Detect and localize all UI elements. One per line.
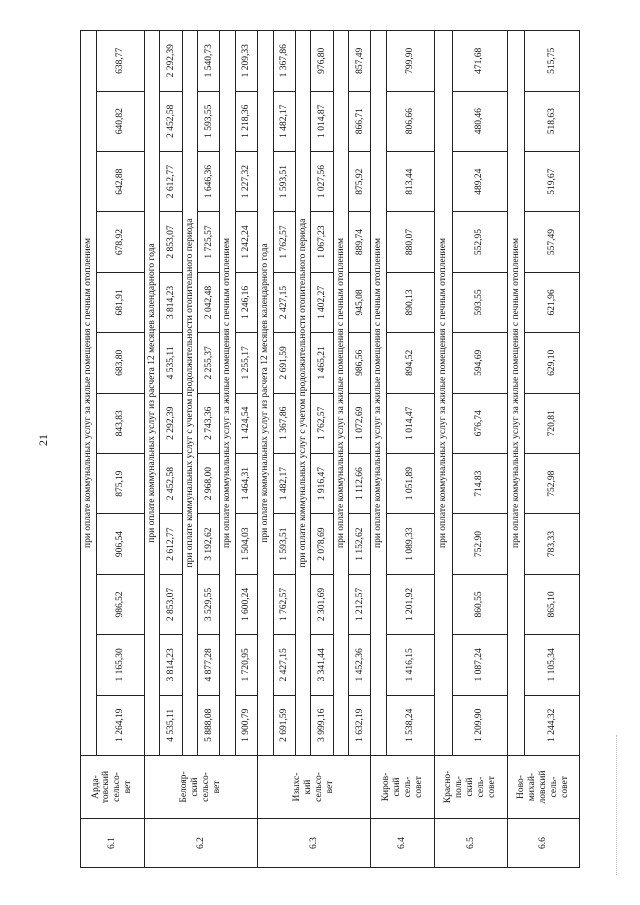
value-cell: 2 427,15 <box>273 272 295 332</box>
section-header: при оплате коммунальных услуг из расчета 12 месяцев календарного года <box>144 31 160 756</box>
section-header: при оплате коммунальных услуг за жилые помещения с печным отоплением <box>333 31 349 756</box>
value-cell: 945,08 <box>349 272 371 332</box>
section-header: при оплате коммунальных услуг из расчета 12 месяцев календарного года <box>258 31 274 756</box>
value-cell: 1 482,17 <box>273 91 295 151</box>
value-cell: 3 341,44 <box>311 635 333 695</box>
row-name: Ново- михай- ловский сель- совет <box>507 756 580 819</box>
value-cell: 906,54 <box>96 514 144 574</box>
value-cell: 1 209,90 <box>452 695 507 755</box>
row-code: 6.6 <box>507 819 580 868</box>
value-cell: 1 264,19 <box>96 695 144 755</box>
value-cell: 678,92 <box>96 212 144 272</box>
section-header-row <box>182 31 198 868</box>
section-header: при оплате коммунальных услуг за жилые помещения с печным отоплением <box>220 31 236 756</box>
tariff-table <box>80 30 580 868</box>
value-cell: 866,71 <box>349 91 371 151</box>
value-cell: 471,68 <box>452 31 507 92</box>
row-name: Арда- товский сельсо- вет <box>81 756 145 819</box>
value-row <box>273 31 295 868</box>
value-cell: 714,83 <box>452 453 507 513</box>
value-cell: 806,66 <box>386 91 434 151</box>
value-row <box>386 31 434 868</box>
value-cell: 857,49 <box>349 31 371 92</box>
value-cell: 843,83 <box>96 393 144 453</box>
section-header-row <box>144 31 160 868</box>
value-cell: 593,55 <box>452 272 507 332</box>
value-cell: 1 762,57 <box>273 574 295 634</box>
value-cell: 1 051,89 <box>386 453 434 513</box>
value-cell: 642,88 <box>96 151 144 211</box>
row-name: Белояр- ский сельсо- вет <box>144 756 257 819</box>
row-name: Киров- ский сель- совет <box>371 756 435 819</box>
value-cell: 2 452,58 <box>160 91 182 151</box>
value-cell: 3 529,55 <box>198 574 220 634</box>
value-cell: 1 201,92 <box>386 574 434 634</box>
value-cell: 1 165,30 <box>96 635 144 695</box>
value-cell: 1 152,62 <box>349 514 371 574</box>
value-cell: 976,80 <box>311 31 333 92</box>
value-cell: 1 212,57 <box>349 574 371 634</box>
row-name: Изыхс- кий сельсо- вет <box>258 756 371 819</box>
value-cell: 1 112,66 <box>349 453 371 513</box>
value-cell: 1 464,31 <box>235 453 257 513</box>
value-cell: 1 482,17 <box>273 453 295 513</box>
value-cell: 752,90 <box>452 514 507 574</box>
value-cell: 894,52 <box>386 333 434 393</box>
value-cell: 875,19 <box>96 453 144 513</box>
value-cell: 2 743,36 <box>198 393 220 453</box>
value-cell: 1 900,79 <box>235 695 257 755</box>
value-cell: 890,13 <box>386 272 434 332</box>
value-cell: 676,74 <box>452 393 507 453</box>
value-cell: 1 087,24 <box>452 635 507 695</box>
section-header: при оплате коммунальных услуг за жилые помещения с печным отоплением <box>435 31 453 756</box>
value-cell: 594,69 <box>452 333 507 393</box>
section-header: при оплате коммунальных услуг за жилые помещения с печным отоплением <box>507 31 525 756</box>
section-header-row <box>371 31 387 868</box>
value-cell: 799,90 <box>386 31 434 92</box>
row-code: 6.5 <box>435 819 507 868</box>
section-header-row <box>295 31 311 868</box>
row-name: Красно- поль- ский сель- совет <box>435 756 507 819</box>
value-cell: 1 916,47 <box>311 453 333 513</box>
section-header-row <box>507 31 525 868</box>
section-header: при оплате коммунальных услуг с учетом продолжительности отопительного периода <box>182 31 198 756</box>
value-cell: 1 246,16 <box>235 272 257 332</box>
value-row <box>311 31 333 868</box>
value-row <box>525 31 580 868</box>
section-header-row <box>258 31 274 868</box>
value-cell: 2 042,48 <box>198 272 220 332</box>
value-cell: 1 367,86 <box>273 393 295 453</box>
value-cell: 2 968,00 <box>198 453 220 513</box>
value-cell: 5 888,08 <box>198 695 220 755</box>
value-cell: 3 814,23 <box>160 635 182 695</box>
value-cell: 1 209,33 <box>235 31 257 92</box>
value-cell: 986,56 <box>349 333 371 393</box>
row-code: 6.2 <box>144 819 257 868</box>
value-row <box>235 31 257 868</box>
value-cell: 1 593,51 <box>273 151 295 211</box>
value-cell: 1 255,17 <box>235 333 257 393</box>
value-cell: 1 538,24 <box>386 695 434 755</box>
value-cell: 2 301,69 <box>311 574 333 634</box>
value-cell: 1 014,87 <box>311 91 333 151</box>
value-cell: 640,82 <box>96 91 144 151</box>
value-cell: 489,24 <box>452 151 507 211</box>
value-cell: 2 452,58 <box>160 453 182 513</box>
section-header-row <box>333 31 349 868</box>
value-cell: 2 691,59 <box>273 695 295 755</box>
value-cell: 2 427,15 <box>273 635 295 695</box>
value-cell: 1 725,57 <box>198 212 220 272</box>
value-cell: 2 255,37 <box>198 333 220 393</box>
value-cell: 2 612,77 <box>160 514 182 574</box>
value-row <box>96 31 144 868</box>
value-cell: 2 292,39 <box>160 31 182 92</box>
value-cell: 1 014,47 <box>386 393 434 453</box>
value-cell: 1 067,23 <box>311 212 333 272</box>
value-cell: 813,44 <box>386 151 434 211</box>
value-cell: 1 402,27 <box>311 272 333 332</box>
value-cell: 865,10 <box>525 574 580 634</box>
value-row <box>452 31 507 868</box>
page-number: 21 <box>36 434 50 446</box>
value-cell: 519,67 <box>525 151 580 211</box>
section-header-row <box>220 31 236 868</box>
value-row <box>160 31 182 868</box>
value-cell: 880,07 <box>386 212 434 272</box>
value-cell: 1 504,03 <box>235 514 257 574</box>
value-cell: 889,74 <box>349 212 371 272</box>
value-cell: 480,46 <box>452 91 507 151</box>
tariff-table-container <box>80 30 580 868</box>
value-cell: 2 853,07 <box>160 212 182 272</box>
value-cell: 1 027,56 <box>311 151 333 211</box>
value-cell: 4 535,11 <box>160 333 182 393</box>
value-cell: 1 227,32 <box>235 151 257 211</box>
value-cell: 552,95 <box>452 212 507 272</box>
value-cell: 3 814,23 <box>160 272 182 332</box>
value-cell: 638,77 <box>96 31 144 92</box>
section-header-row <box>81 31 97 868</box>
section-header: при оплате коммунальных услуг за жилые помещения с печным отоплением <box>371 31 387 756</box>
value-cell: 1 367,86 <box>273 31 295 92</box>
value-cell: 1 762,57 <box>311 393 333 453</box>
value-cell: 720,81 <box>525 393 580 453</box>
value-cell: 1 465,21 <box>311 333 333 393</box>
value-cell: 1 424,54 <box>235 393 257 453</box>
section-header: при оплате коммунальных услуг за жилые помещения с печным отоплением <box>81 31 97 756</box>
value-cell: 1 416,15 <box>386 635 434 695</box>
value-cell: 518,63 <box>525 91 580 151</box>
value-cell: 1 540,73 <box>198 31 220 92</box>
value-cell: 1 720,95 <box>235 635 257 695</box>
value-cell: 3 192,62 <box>198 514 220 574</box>
value-cell: 1 762,57 <box>273 212 295 272</box>
value-row <box>198 31 220 868</box>
scan-artifact <box>616 735 623 875</box>
value-cell: 1 452,36 <box>349 635 371 695</box>
value-cell: 1 242,24 <box>235 212 257 272</box>
value-cell: 681,91 <box>96 272 144 332</box>
value-cell: 2 078,69 <box>311 514 333 574</box>
value-cell: 1 244,32 <box>525 695 580 755</box>
value-cell: 752,98 <box>525 453 580 513</box>
value-cell: 1 105,34 <box>525 635 580 695</box>
value-cell: 3 999,16 <box>311 695 333 755</box>
value-cell: 1 218,36 <box>235 91 257 151</box>
row-code: 6.3 <box>258 819 371 868</box>
section-header-row <box>435 31 453 868</box>
section-header: при оплате коммунальных услуг с учетом продолжительности отопительного периода <box>295 31 311 756</box>
value-row <box>349 31 371 868</box>
row-code: 6.1 <box>81 819 145 868</box>
value-cell: 986,52 <box>96 574 144 634</box>
value-cell: 783,33 <box>525 514 580 574</box>
value-cell: 2 853,07 <box>160 574 182 634</box>
value-cell: 1 593,55 <box>198 91 220 151</box>
row-code: 6.4 <box>371 819 435 868</box>
value-cell: 1 072,69 <box>349 393 371 453</box>
value-cell: 515,75 <box>525 31 580 92</box>
value-cell: 2 292,39 <box>160 393 182 453</box>
value-cell: 2 612,77 <box>160 151 182 211</box>
value-cell: 1 646,36 <box>198 151 220 211</box>
value-cell: 4 535,11 <box>160 695 182 755</box>
value-cell: 629,10 <box>525 333 580 393</box>
value-cell: 557,49 <box>525 212 580 272</box>
value-cell: 2 691,59 <box>273 333 295 393</box>
value-cell: 683,80 <box>96 333 144 393</box>
value-cell: 1 593,51 <box>273 514 295 574</box>
value-cell: 1 600,24 <box>235 574 257 634</box>
value-cell: 1 632,19 <box>349 695 371 755</box>
value-cell: 4 877,28 <box>198 635 220 695</box>
value-cell: 1 089,33 <box>386 514 434 574</box>
value-cell: 875,92 <box>349 151 371 211</box>
value-cell: 860,55 <box>452 574 507 634</box>
value-cell: 621,96 <box>525 272 580 332</box>
